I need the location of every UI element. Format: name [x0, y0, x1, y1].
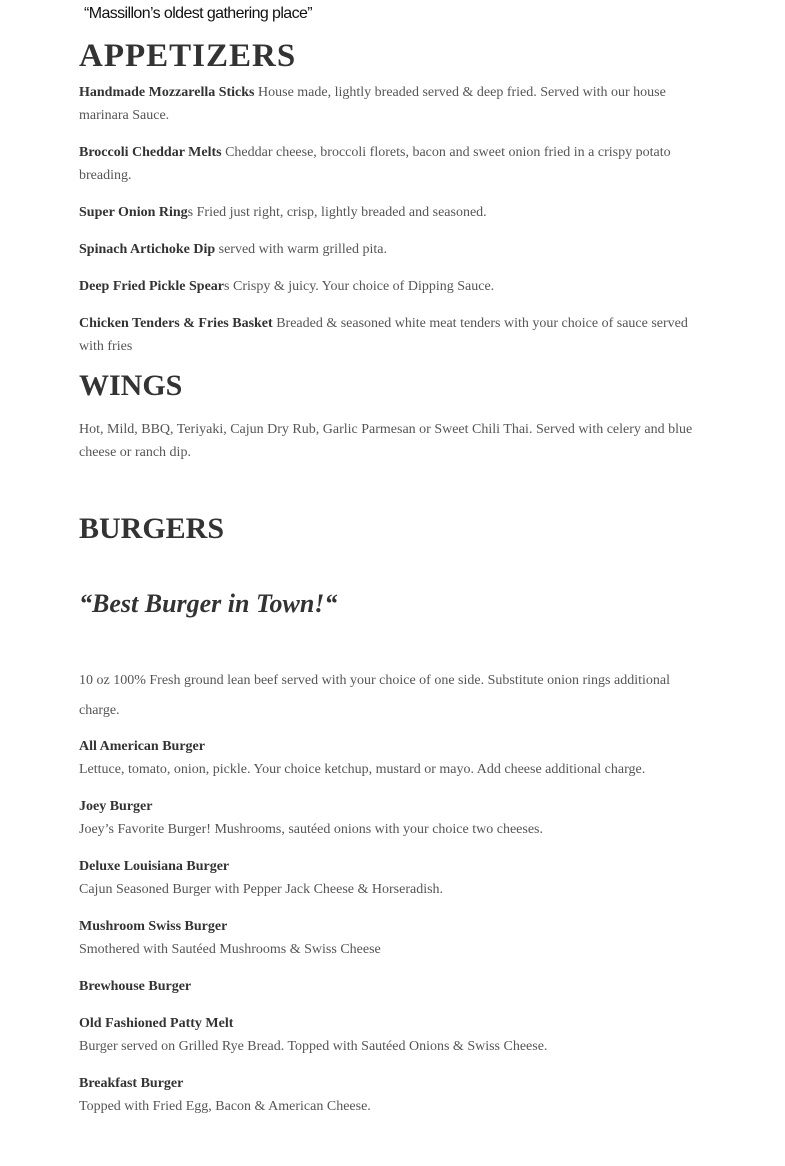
menu-item — [79, 275, 707, 298]
menu-item-name: All American Burger — [79, 739, 205, 754]
menu-item-desc: Topped with Fried Egg, Bacon & American Cheese. — [79, 1099, 371, 1114]
menu-item — [79, 855, 707, 901]
menu-item — [79, 201, 707, 224]
section-title-wings: WINGS — [79, 369, 183, 402]
menu-item-desc: Joey’s Favorite Burger! Mushrooms, sautéed onions with your choice two cheeses. — [79, 822, 543, 837]
burger-slogan: “Best Burger in Town!“ — [79, 589, 338, 618]
menu-item-desc: served with warm grilled pita. — [215, 242, 387, 257]
section-title-appetizers: APPETIZERS — [79, 38, 297, 74]
menu-item-desc: s Fried just right, crisp, lightly breaded and seasoned. — [187, 205, 487, 220]
menu-item-name: Deep Fried Pickle Spear — [79, 279, 225, 294]
menu-item-name: Brewhouse Burger — [79, 979, 192, 994]
section-title-burgers: BURGERS — [79, 512, 225, 545]
menu-item-desc: Cheddar cheese, broccoli florets, bacon and sweet onion fried in a crispy potato breading. — [79, 145, 671, 183]
menu-item — [79, 975, 707, 998]
sticky-header — [0, 0, 785, 34]
wings-description: Hot, Mild, BBQ, Teriyaki, Cajun Dry Rub, Garlic Parmesan or Sweet Chili Thai. Served with celery and blue cheese or ranch dip. — [79, 422, 693, 460]
menu-item-name: Joey Burger — [79, 799, 153, 814]
menu-item-desc: House made, lightly breaded served & deep fried. Served with our house marinara Sauce. — [79, 85, 666, 123]
menu-item — [79, 1012, 707, 1058]
menu-item-name: Breakfast Burger — [79, 1076, 184, 1091]
menu-item — [79, 238, 707, 261]
menu-item-desc: Lettuce, tomato, onion, pickle. Your choice ketchup, mustard or mayo. Add cheese additional charge. — [79, 762, 646, 777]
menu-item — [79, 1072, 707, 1118]
menu-item — [79, 81, 707, 127]
menu-item-name: Chicken Tenders & Fries Basket — [79, 316, 273, 331]
menu-item-name: Deluxe Louisiana Burger — [79, 859, 230, 874]
menu-item-desc: Cajun Seasoned Burger with Pepper Jack Cheese & Horseradish. — [79, 882, 444, 897]
menu-item-name: Handmade Mozzarella Sticks — [79, 85, 255, 100]
menu-item-desc: Smothered with Sautéed Mushrooms & Swiss Cheese — [79, 942, 381, 957]
menu-item-name: Old Fashioned Patty Melt — [79, 1016, 234, 1031]
menu-item — [79, 795, 707, 841]
site-tagline: “Massillon’s oldest gathering place” — [84, 5, 313, 22]
menu-item-name: Spinach Artichoke Dip — [79, 242, 216, 257]
menu-item-desc: s Crispy & juicy. Your choice of Dipping Sauce. — [224, 279, 495, 294]
menu-item-name: Super Onion Ring — [79, 205, 188, 220]
menu-item-desc: Breaded & seasoned white meat tenders with your choice of sauce served with fries — [79, 316, 688, 354]
menu-item-name: Mushroom Swiss Burger — [79, 919, 228, 934]
menu-item — [79, 141, 707, 187]
menu-item — [79, 312, 707, 358]
menu-item-desc: Burger served on Grilled Rye Bread. Topped with Sautéed Onions & Swiss Cheese. — [79, 1039, 548, 1054]
menu-item — [79, 735, 707, 781]
burger-intro: 10 oz 100% Fresh ground lean beef served with your choice of one side. Substitute onion rings additional charge. — [79, 673, 670, 718]
menu-item — [79, 915, 707, 961]
menu-item-name: Broccoli Cheddar Melts — [79, 145, 222, 160]
